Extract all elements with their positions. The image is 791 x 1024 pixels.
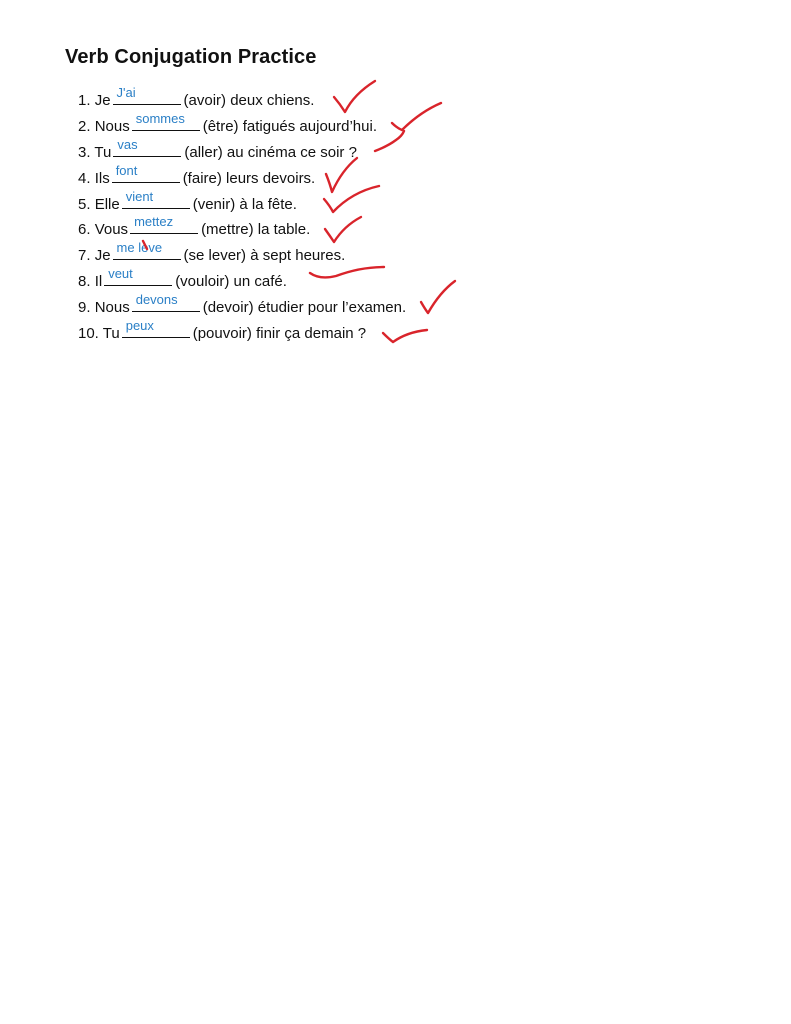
answer-blank[interactable] xyxy=(113,137,181,157)
answer-blank[interactable] xyxy=(130,214,198,234)
handwritten-answer: mettez xyxy=(134,214,174,229)
handwritten-answer: peux xyxy=(125,318,154,333)
question-10 xyxy=(78,318,367,342)
question-prompt: (faire) leurs devoirs. xyxy=(182,170,316,187)
question-8 xyxy=(78,266,287,290)
question-prompt: (vouloir) un café. xyxy=(175,273,287,290)
answer-blank[interactable] xyxy=(113,85,181,105)
question-number: 9. xyxy=(78,299,91,316)
question-5 xyxy=(78,189,297,213)
question-number: 2. xyxy=(78,118,91,135)
question-subject: Tu xyxy=(94,144,112,161)
question-number: 6. xyxy=(78,221,91,238)
question-number: 10. xyxy=(78,325,99,342)
question-subject: Nous xyxy=(94,118,130,135)
handwritten-answer: devons xyxy=(135,292,178,307)
answer-blank[interactable] xyxy=(132,292,200,312)
question-subject: Il xyxy=(94,273,103,290)
question-3 xyxy=(78,137,357,161)
answer-blank[interactable] xyxy=(122,189,190,209)
question-number: 8. xyxy=(78,273,91,290)
question-prompt: (devoir) étudier pour l’examen. xyxy=(202,299,407,316)
handwritten-answer: sommes xyxy=(135,111,185,126)
answer-blank[interactable] xyxy=(122,318,190,338)
question-number: 7. xyxy=(78,247,91,264)
question-subject: Tu xyxy=(102,325,120,342)
question-prompt: (avoir) deux chiens. xyxy=(183,92,315,109)
question-subject: Elle xyxy=(94,196,120,213)
question-subject: Vous xyxy=(94,221,129,238)
handwritten-answer: vas xyxy=(117,137,138,152)
question-prompt: (être) fatigués aujourd’hui. xyxy=(202,118,377,135)
question-number: 1. xyxy=(78,92,91,109)
question-prompt: (pouvoir) finir ça demain ? xyxy=(192,325,367,342)
question-7 xyxy=(78,240,346,264)
question-2 xyxy=(78,111,377,135)
question-prompt: (mettre) la table. xyxy=(201,221,311,238)
answer-blank[interactable] xyxy=(104,266,172,286)
worksheet-title: Verb Conjugation Practice xyxy=(65,46,317,68)
question-prompt: (aller) au cinéma ce soir ? xyxy=(184,144,357,161)
question-subject: Je xyxy=(94,92,111,109)
question-number: 5. xyxy=(78,196,91,213)
question-subject: Ils xyxy=(94,170,110,187)
answer-blank[interactable] xyxy=(113,240,181,260)
question-prompt: (venir) à la fête. xyxy=(192,196,297,213)
handwritten-answer: veut xyxy=(108,266,133,281)
handwritten-answer: me leve xyxy=(116,240,163,255)
question-number: 3. xyxy=(78,144,91,161)
question-list xyxy=(0,0,791,400)
answer-blank[interactable] xyxy=(112,163,180,183)
question-4 xyxy=(78,163,316,187)
handwritten-answer: vient xyxy=(125,189,154,204)
handwritten-answer: J'ai xyxy=(116,85,136,100)
handwritten-answer: font xyxy=(115,163,138,178)
question-9 xyxy=(78,292,407,316)
question-subject: Nous xyxy=(94,299,130,316)
question-prompt: (se lever) à sept heures. xyxy=(183,247,346,264)
question-subject: Je xyxy=(94,247,111,264)
question-1 xyxy=(78,85,315,109)
question-6 xyxy=(78,214,311,238)
answer-blank[interactable] xyxy=(132,111,200,131)
question-number: 4. xyxy=(78,170,91,187)
